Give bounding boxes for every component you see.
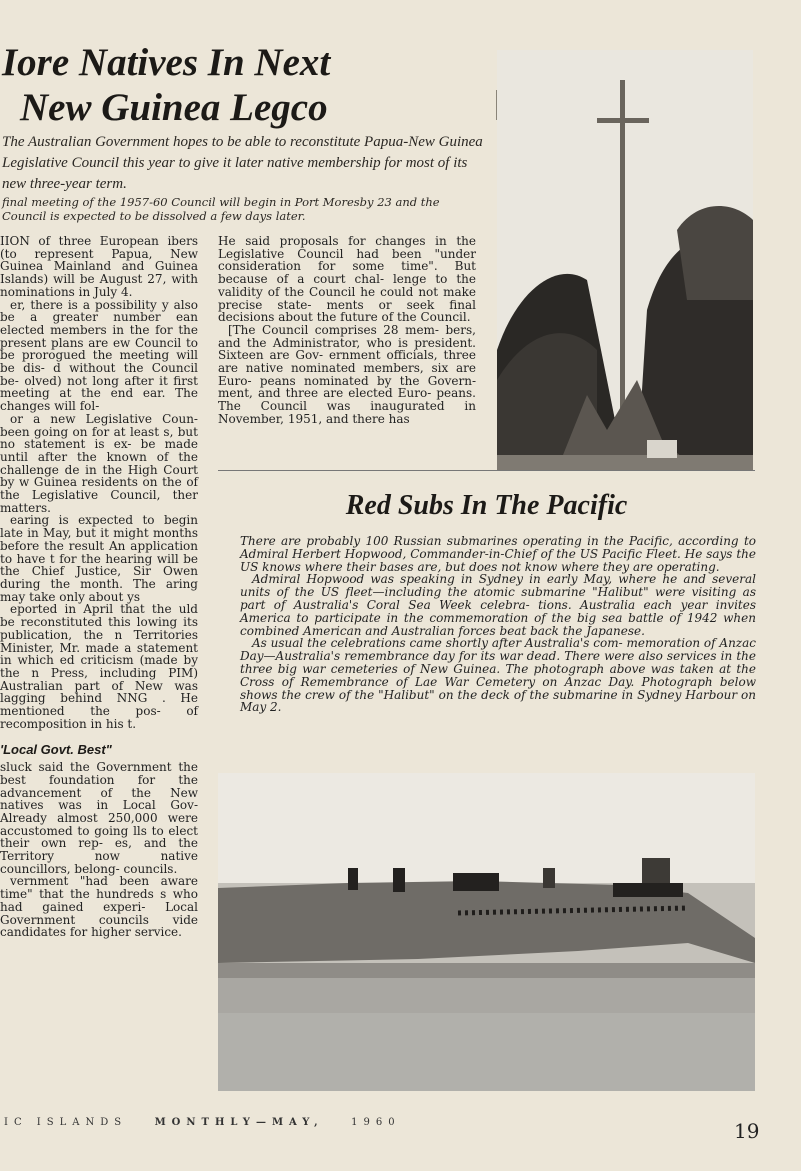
submarine-photo-graphic (218, 773, 755, 1091)
cross-photo-graphic (497, 50, 753, 470)
paragraph: eported in April that the uld be reconstituted this lowing its publication, the n Territories Minister, Mr. made a statement in which ed criticism (made by the n Press, including PIM) Australian part of New was lagging behind NNG . He mentioned the pos- of recomposition in his t. (0, 602, 198, 731)
cross-of-remembrance-photo (497, 50, 753, 470)
footer-year: 1960 (351, 1117, 401, 1128)
article-column-1 (0, 235, 198, 939)
headline (0, 40, 500, 130)
paragraph: IION of three European ibers (to represent Papua, New Guinea Mainland and Guinea Islands) will be August 27, with nominations in July 4. (0, 234, 198, 299)
paragraph: [The Council comprises 28 mem- bers, and the Administrator, who is president. Sixteen are Gov- ernment officials, three are native nominated members, six are Euro- peans nominated by the Govern- ment, and three are elected Euro- peans. The Council was inaugurated in November, 1951, and there has (218, 322, 476, 426)
paragraph: As usual the celebrations came shortly after Australia's com- memoration of Anzac Day—Australia's remembrance day for its war dead. There were also services in the three big war cemeteries of New Guinea. The photograph above was taken at the Cross of Remembrance of Lae War Cemetery on Anzac Day. Photograph below shows the crew of the "Halibut" on the deck of the submarine in Sydney Harbour on May 2. (240, 636, 756, 715)
headline-line-1: Iore Natives In Next (2, 41, 331, 84)
paragraph: er, there is a possibility y also be a greater number ean elected members in the for the present plans are ew Council to be prorogued the meeting will be dis- d without the Council be- olved) not long after it first meeting at the end ear. The changes will fol- (0, 297, 198, 414)
footer-publication: IC ISLANDS (4, 1117, 128, 1128)
page-number: 19 (734, 1119, 760, 1143)
submarine-halibut-photo (218, 773, 755, 1091)
footer-issue: MONTHLY—MAY, (154, 1117, 324, 1128)
paragraph: sluck said the Government the best foundation for the advancement of the New natives was in Local Gov- Already almost 250,000 were accustomed to going lls to elect their own rep- es, and the Territory now native councillors, belong- councils. (0, 760, 198, 876)
standfirst: The Australian Government hopes to be able to reconstitute Papua-New Guinea Legislative Council this year to give it later native membership for most of its new three-year term. (2, 134, 483, 192)
page-footer (4, 1117, 604, 1128)
meeting-note: final meeting of the 1957-60 Council will begin in Port Moresby 23 and the Council is expected to be dissolved a few days later. (2, 195, 440, 223)
paragraph: There are probably 100 Russian submarines operating in the Pacific, according to Admiral Herbert Hopwood, Commander-in-Chief of the US Pacific Fleet. He says the US knows where their bases are, but does not know where they are operating. (240, 534, 756, 574)
paragraph: vernment "had been aware time" that the hundreds s who had gained experi- Local Government councils vide candidates for higher service. (0, 874, 198, 940)
paragraph: Admiral Hopwood was speaking in Sydney in early May, where he and several units of the US fleet—including the atomic submarine "Halibut" were visiting as part of Australia's Coral Sea Week celebra- tions. Australia each year invites America to participate in the commemoration of the big sea battle of 1942 when combined American and Australian forces beat back the Japanese. (240, 572, 756, 638)
red-subs-title: Red Subs In The Pacific (345, 490, 628, 521)
section-rule (218, 470, 755, 471)
paragraph: earing is expected to begin late in May, but it might months before the result An application to have t for the hearing will be the Chief Justice, Sir Owen during the month. The aring may take only about ys (0, 513, 198, 604)
article-column-2 (218, 235, 476, 426)
paragraph: He said proposals for changes in the Legislative Council had been "under consideration for some time". But because of a court chal- lenge to the validity of the Council he could not make precise state- ments or seek final decisions about the future of the Council. (218, 234, 476, 325)
paragraph: or a new Legislative Coun- been going on for at least s, but no statement is ex- be made until after the known of the challenge de in the High Court by w Guinea residents on the of the Legislative Council, ther matters. (0, 411, 198, 515)
red-subs-body (240, 535, 756, 714)
subheading-local-govt: 'Local Govt. Best" (0, 742, 112, 758)
headline-line-2: New Guinea Legco (20, 86, 328, 129)
